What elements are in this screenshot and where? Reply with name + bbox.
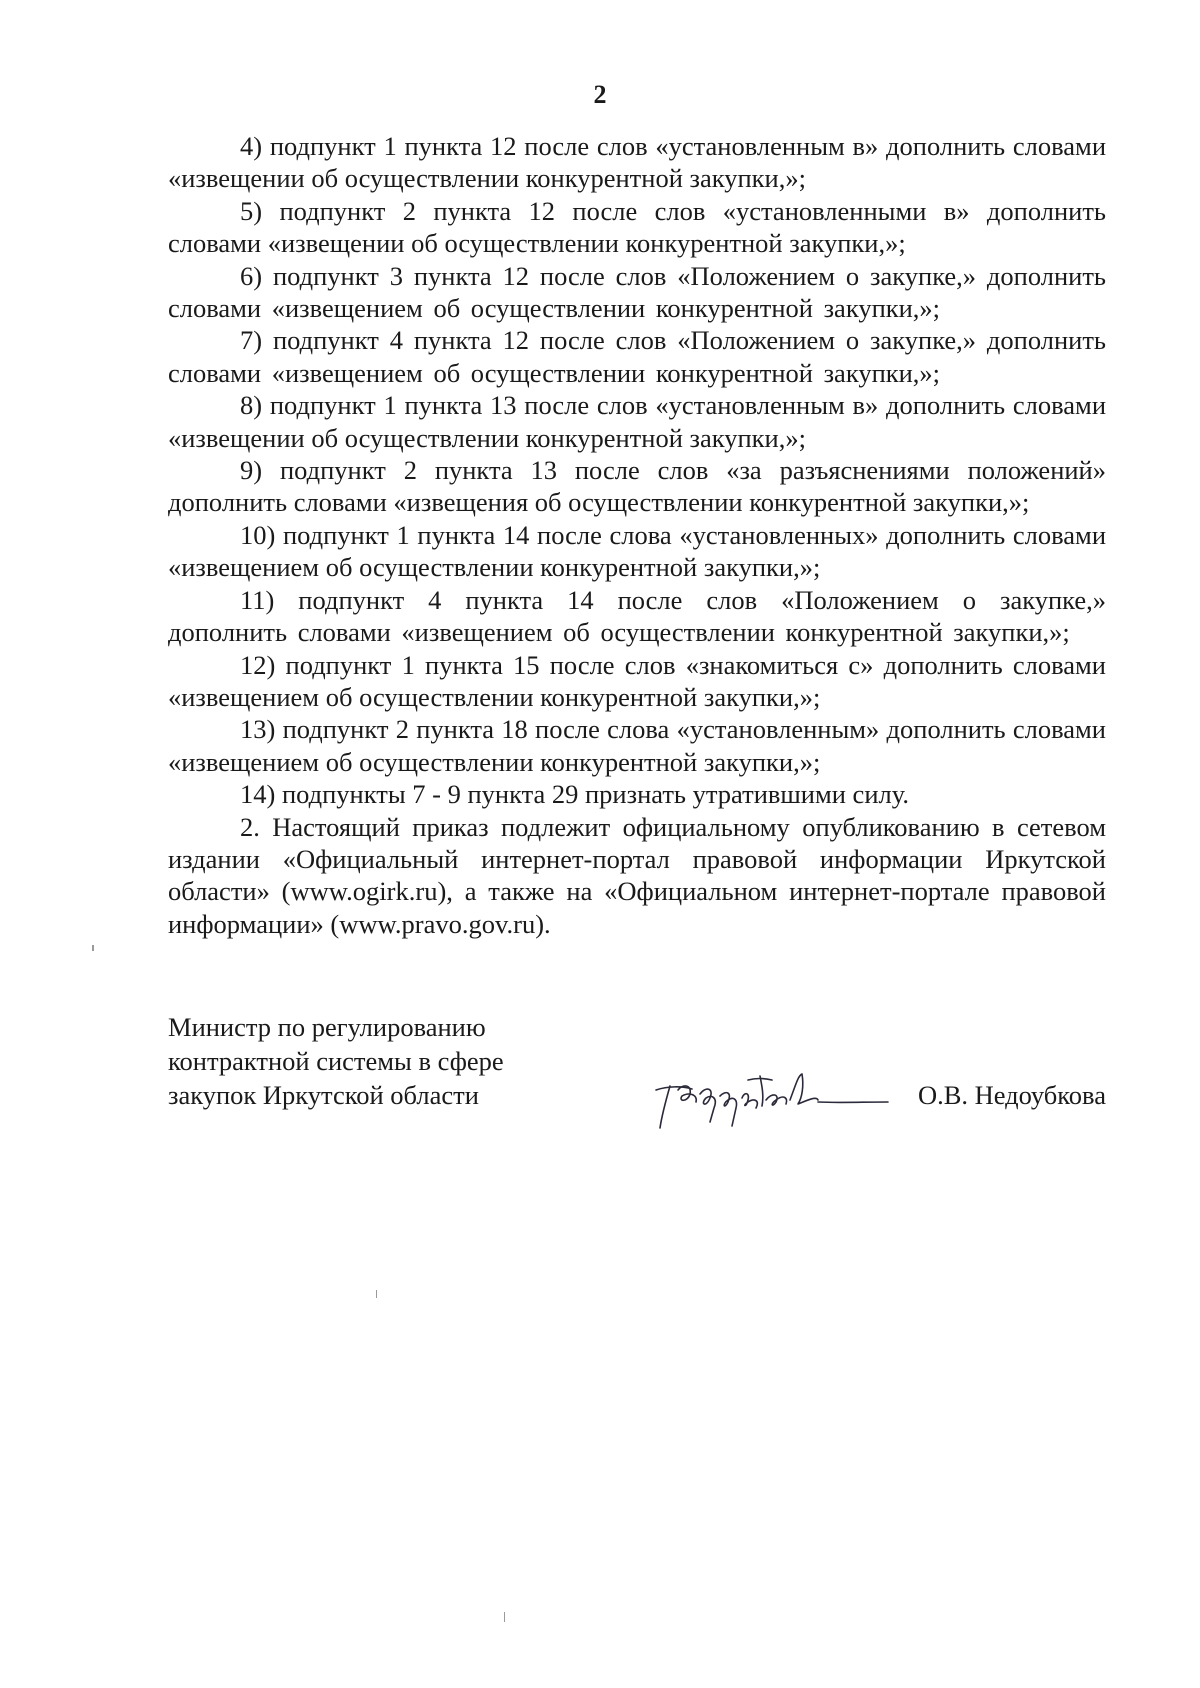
paragraph-item-11: 11) подпункт 4 пункта 14 после слов «Положением о закупке,» дополнить словами «извещением об осуществлении конкурентной закупки,»; [168, 584, 1106, 648]
paragraph-item-7: 7) подпункт 4 пункта 12 после слов «Положением о закупке,» дополнить словами «извещением об осуществлении конкурентной закупки,»; [168, 325, 1106, 388]
paragraph-item-8: 8) подпункт 1 пункта 13 после слов «установленным в» дополнить словами «извещении об осуществлении конкурентной закупки,»; [168, 390, 1106, 453]
page-number: 2 [593, 80, 607, 109]
minister-title-line: закупок Иркутской области [168, 1080, 479, 1110]
paragraph-item-5: 5) подпункт 2 пункта 12 после слов «установленными в» дополнить словами «извещении об осуществлении конкурентной закупки,»; [168, 195, 1106, 259]
signer-name: О.В. Недоубкова [917, 1080, 1106, 1110]
minister-title [168, 1010, 588, 1112]
scan-mark [92, 945, 94, 951]
paragraph-item-4: 4) подпункт 1 пункта 12 после слов «установленным в» дополнить словами «извещении об осуществлении конкурентной закупки,»; [168, 131, 1106, 194]
scan-mark [504, 1612, 505, 1622]
minister-title-line: контрактной системы в сфере [168, 1046, 504, 1076]
paragraph-item-14: 14) подпункты 7 - 9 пункта 29 признать утратившими силу. [240, 779, 909, 810]
paragraph-section-2: 2. Настоящий приказ подлежит официальному опубликованию в сетевом издании «Официальный интернет-портал правовой информации Иркутской области» (www.ogirk.ru), а также на «Официальном интернет-портале правовой информации» (www.pravo.gov.ru). [168, 811, 1106, 939]
document-body [168, 130, 1106, 940]
handwritten-signature [648, 1056, 948, 1136]
paragraph-item-12: 12) подпункт 1 пункта 15 после слов «знакомиться с» дополнить словами «извещением об осуществлении конкурентной закупки,»; [168, 649, 1106, 712]
paragraph-item-9: 9) подпункт 2 пункта 13 после слов «за разъяснениями положений» дополнить словами «извещения об осуществлении конкурентной закупки,»; [168, 455, 1106, 518]
scan-mark [376, 1290, 377, 1298]
minister-title-line: Министр по регулированию [168, 1012, 486, 1042]
paragraph-item-10: 10) подпункт 1 пункта 14 после слова «установленных» дополнить словами «извещением об осуществлении конкурентной закупки,»; [168, 519, 1106, 583]
paragraph-item-6: 6) подпункт 3 пункта 12 после слов «Положением о закупке,» дополнить словами «извещением об осуществлении конкурентной закупки,»; [168, 260, 1106, 324]
paragraph-item-13: 13) подпункт 2 пункта 18 после слова «установленным» дополнить словами «извещением об осуществлении конкурентной закупки,»; [168, 714, 1106, 777]
signature-block [168, 1010, 1106, 1130]
